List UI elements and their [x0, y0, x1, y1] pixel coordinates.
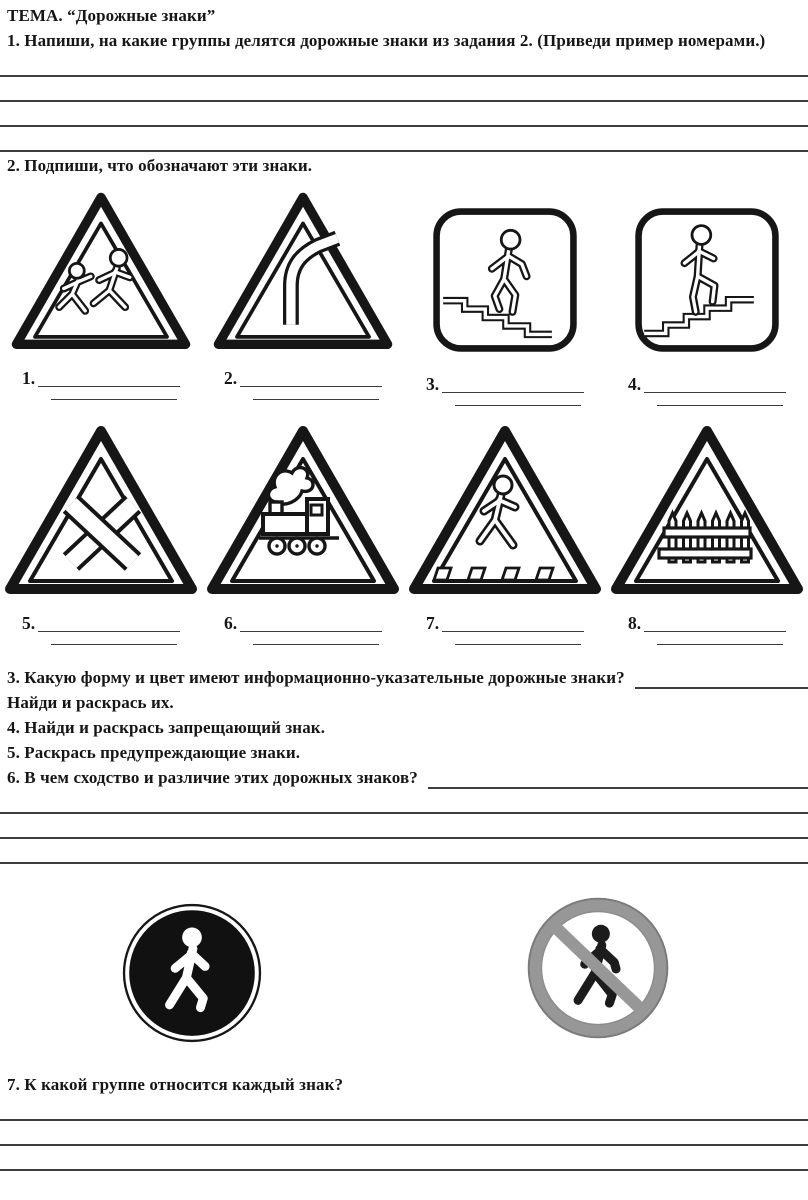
sign-cell-5 — [0, 422, 202, 645]
answer-line — [0, 77, 808, 102]
sign-number: 7. — [426, 613, 440, 633]
sign-cell-2 — [202, 185, 404, 406]
answer-blank — [635, 682, 808, 689]
sign-number: 1. — [22, 368, 36, 388]
answer-line — [0, 839, 808, 864]
answer-blank — [240, 380, 382, 387]
answer-lines-q1 — [0, 52, 808, 152]
question-6-row — [0, 767, 808, 789]
title-label: ТЕМА. — [7, 6, 63, 25]
sign-cell-7 — [404, 422, 606, 645]
sign-number: 5. — [22, 613, 36, 633]
answer-blank — [442, 386, 584, 393]
no-pedestrians-round-sign-icon — [522, 892, 674, 1044]
answer-line — [0, 52, 808, 77]
answer-lines-q6 — [0, 789, 808, 864]
sign-number: 3. — [426, 374, 440, 394]
answer-blank — [657, 632, 783, 645]
answer-line — [0, 1096, 808, 1121]
answer-line — [0, 1146, 808, 1171]
question-3-row — [0, 667, 808, 689]
railway-crossing-no-barrier-icon — [203, 422, 403, 600]
round-signs-row — [0, 890, 808, 1058]
answer-line — [0, 789, 808, 814]
answer-blank — [51, 632, 177, 645]
question-3-followup: Найди и раскрась их. — [7, 693, 174, 712]
answer-blank — [455, 632, 581, 645]
sign-number: 6. — [224, 613, 238, 633]
underground-pedestrian-crossing-icon — [430, 205, 580, 355]
railway-crossing-with-barrier-icon — [607, 422, 807, 600]
answer-blank — [442, 625, 584, 632]
equivalent-roads-intersection-icon — [1, 422, 201, 600]
sign-cell-3 — [404, 185, 606, 406]
pedestrian-crossing-warning-icon — [405, 422, 605, 600]
answer-line — [0, 1121, 808, 1146]
answer-blank — [644, 386, 786, 393]
answer-line — [0, 814, 808, 839]
page-title — [0, 0, 808, 27]
sign-number: 8. — [628, 613, 642, 633]
question-4: 4. Найди и раскрась запрещающий знак. — [7, 718, 326, 737]
answer-line — [0, 127, 808, 152]
question-6: 6. В чем сходство и различие этих дорожных знаков? — [7, 768, 418, 787]
answer-blank — [240, 625, 382, 632]
question-3: 3. Какую форму и цвет имеют информационно-указательные дорожные знаки? — [7, 668, 625, 687]
question-2: 2. Подпиши, что обозначают эти знаки. — [7, 156, 313, 175]
answer-blank — [644, 625, 786, 632]
dangerous-curve-warning-triangle-icon — [210, 189, 396, 355]
question-7: 7. К какой группе относится каждый знак? — [7, 1075, 344, 1094]
answer-blank — [455, 393, 581, 406]
question-5: 5. Раскрась предупреждающие знаки. — [7, 743, 301, 762]
sign-cell-1 — [0, 185, 202, 406]
pedestrian-path-round-sign-icon — [117, 898, 267, 1048]
title-text: “Дорожные знаки” — [67, 6, 216, 25]
answer-lines-q7 — [0, 1096, 808, 1171]
sign-cell-4 — [606, 185, 808, 406]
sign-cell-8 — [606, 422, 808, 645]
signs-row-2 — [0, 422, 808, 645]
answer-blank — [38, 380, 180, 387]
sign-cell-6 — [202, 422, 404, 645]
answer-blank — [51, 387, 177, 400]
sign-number: 4. — [628, 374, 642, 394]
sign-number: 2. — [224, 368, 238, 388]
children-running-warning-triangle-icon — [8, 189, 194, 355]
answer-blank — [657, 393, 783, 406]
answer-blank — [253, 387, 379, 400]
overhead-pedestrian-crossing-icon — [632, 205, 782, 355]
answer-line — [0, 102, 808, 127]
question-1: 1. Напиши, на какие группы делятся дорожные знаки из задания 2. (Приведи пример номерами.) — [7, 31, 766, 50]
answer-blank — [38, 625, 180, 632]
answer-blank — [253, 632, 379, 645]
signs-row-1 — [0, 185, 808, 406]
answer-blank — [428, 782, 808, 789]
